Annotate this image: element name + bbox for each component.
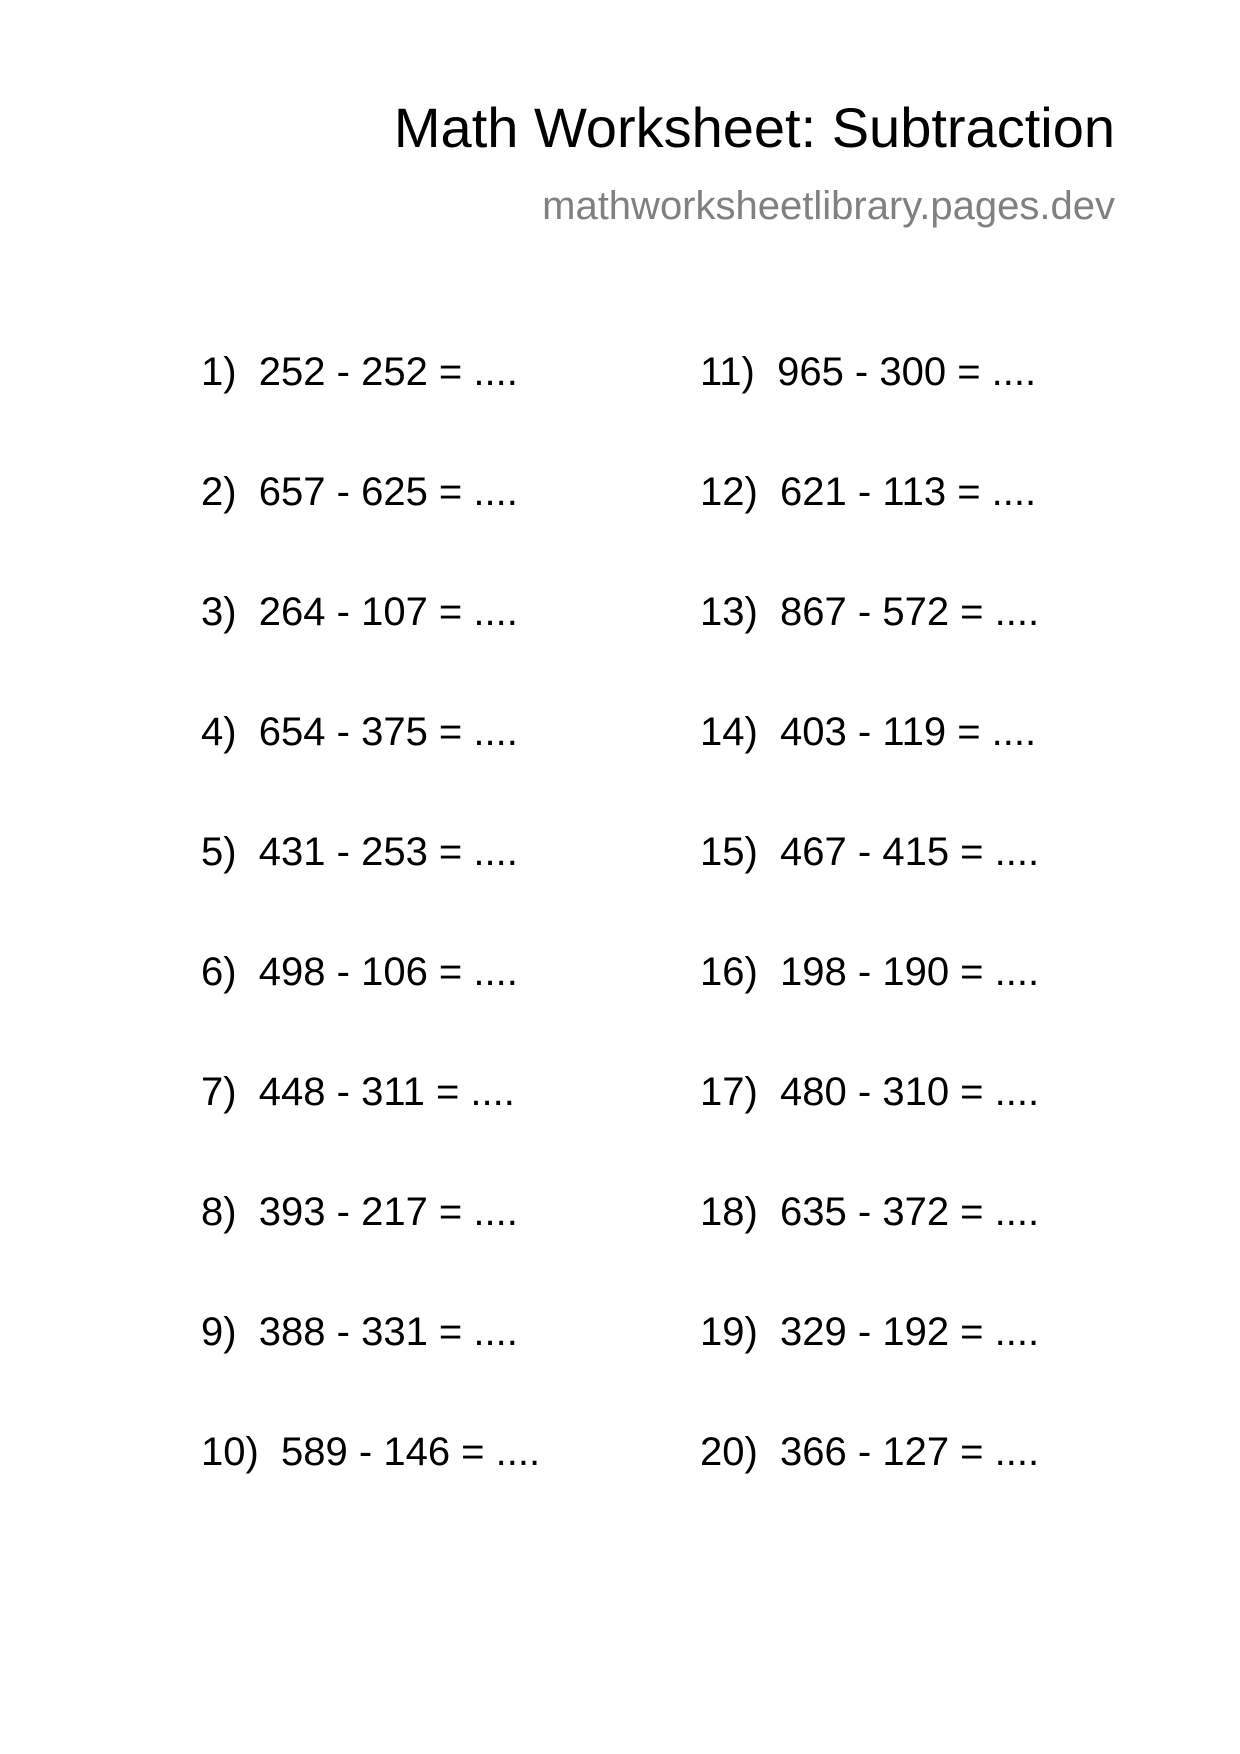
problem-4: 4) 654 - 375 = ....	[201, 710, 518, 754]
problem-5: 5) 431 - 253 = ....	[201, 830, 518, 874]
problem-1: 1) 252 - 252 = ....	[201, 350, 518, 394]
problem-13: 13) 867 - 572 = ....	[700, 590, 1040, 634]
problem-8: 8) 393 - 217 = ....	[201, 1190, 518, 1234]
problem-7: 7) 448 - 311 = ....	[201, 1070, 515, 1114]
source-url: mathworksheetlibrary.pages.dev	[542, 184, 1115, 228]
problem-column-left	[201, 347, 540, 1547]
problem-12: 12) 621 - 113 = ....	[700, 470, 1037, 514]
problem-14: 14) 403 - 119 = ....	[700, 710, 1037, 754]
problem-3: 3) 264 - 107 = ....	[201, 590, 518, 634]
problem-10: 10) 589 - 146 = ....	[201, 1430, 541, 1474]
page-title: Math Worksheet: Subtraction	[393, 96, 1115, 159]
problem-19: 19) 329 - 192 = ....	[700, 1310, 1040, 1354]
problem-20: 20) 366 - 127 = ....	[700, 1430, 1040, 1474]
problem-17: 17) 480 - 310 = ....	[700, 1070, 1040, 1114]
problem-grid	[0, 347, 1240, 1547]
problem-18: 18) 635 - 372 = ....	[700, 1190, 1040, 1234]
problem-2: 2) 657 - 625 = ....	[201, 470, 518, 514]
problem-9: 9) 388 - 331 = ....	[201, 1310, 518, 1354]
problem-column-right	[700, 347, 1039, 1547]
problem-15: 15) 467 - 415 = ....	[700, 830, 1040, 874]
problem-11: 11) 965 - 300 = ....	[700, 350, 1037, 394]
problem-16: 16) 198 - 190 = ....	[700, 950, 1040, 994]
problem-6: 6) 498 - 106 = ....	[201, 950, 518, 994]
